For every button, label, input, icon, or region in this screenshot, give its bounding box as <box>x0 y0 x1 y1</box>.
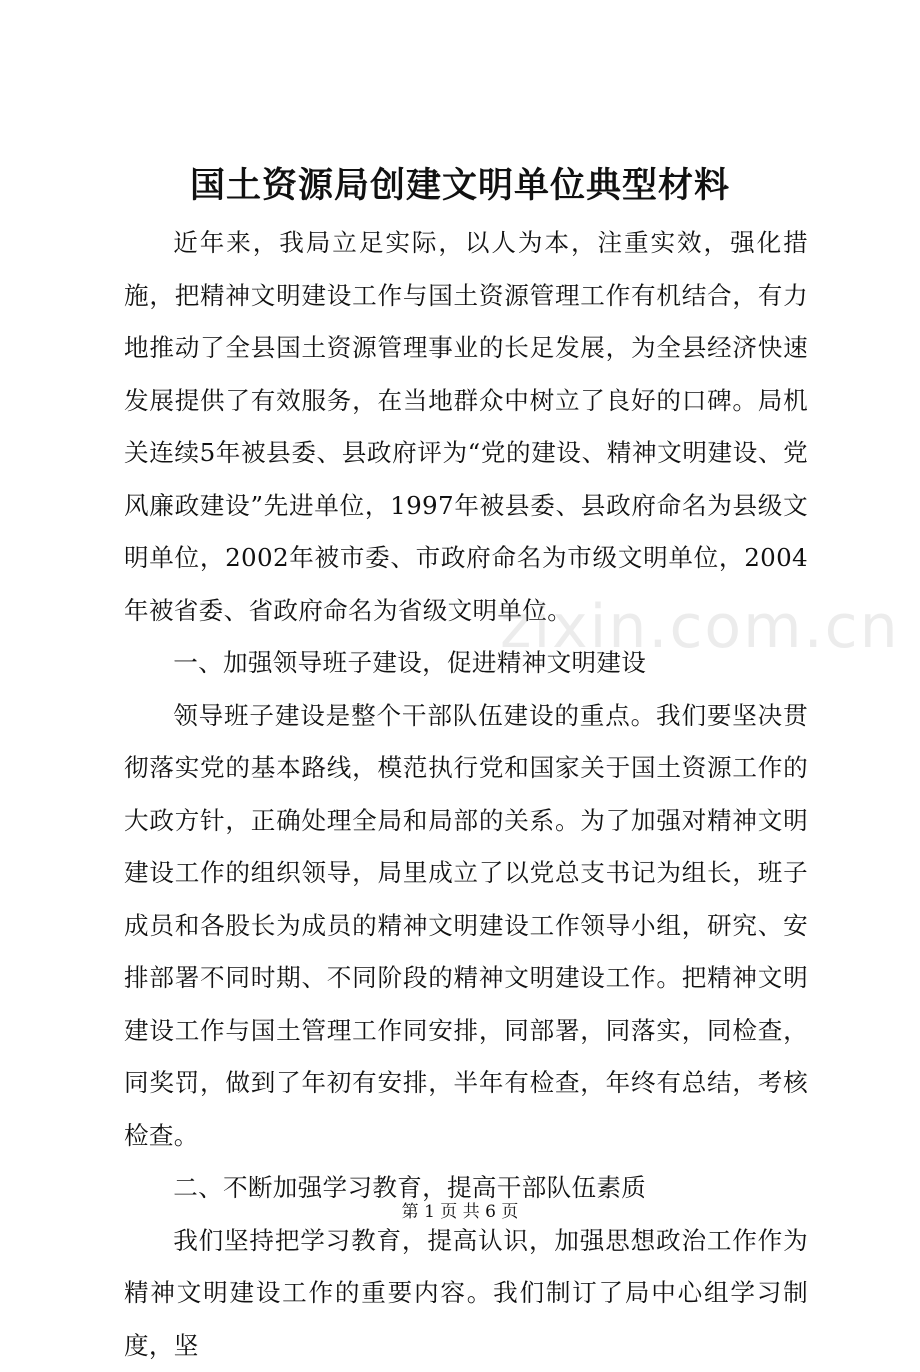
watermark: zixin.com.cn <box>500 592 900 662</box>
page-number-footer: 第 1 页 共 6 页 <box>0 1200 920 1224</box>
paragraph-intro: 近年来，我局立足实际，以人为本，注重实效，强化措施，把精神文明建设工作与国土资源管理工作有机结合，有力地推动了全县国土资源管理事业的长足发展，为全县经济快速发展提供了有效服务，在当地群众中树立了良好的口碑。局机关连续5年被县委、县政府评为“党的建设、精神文明建设、党风廉政建设”先进单位，1997年被县委、县政府命名为县级文明单位，2002年被市委、市政府命名为市级文明单位，2004年被省委、省政府命名为省级文明单位。 <box>124 217 808 637</box>
section-heading-2: 二、不断加强学习教育，提高干部队伍素质 <box>124 1162 808 1215</box>
section-heading-1: 一、加强领导班子建设，促进精神文明建设 <box>124 637 808 690</box>
paragraph-section-2: 我们坚持把学习教育，提高认识，加强思想政治工作作为精神文明建设工作的重要内容。我们制订了局中心组学习制度，坚 <box>124 1215 808 1372</box>
paragraph-section-1: 领导班子建设是整个干部队伍建设的重点。我们要坚决贯彻落实党的基本路线，模范执行党和国家关于国土资源工作的大政方针，正确处理全局和局部的关系。为了加强对精神文明建设工作的组织领导，局里成立了以党总支书记为组长，班子成员和各股长为成员的精神文明建设工作领导小组，研究、安排部署不同时期、不同阶段的精神文明建设工作。把精神文明建设工作与国土管理工作同安排，同部署，同落实，同检查，同奖罚，做到了年初有安排，半年有检查，年终有总结，考核检查。 <box>124 690 808 1163</box>
document-title: 国土资源局创建文明单位典型材料 <box>0 160 920 212</box>
document-body <box>124 217 808 1372</box>
